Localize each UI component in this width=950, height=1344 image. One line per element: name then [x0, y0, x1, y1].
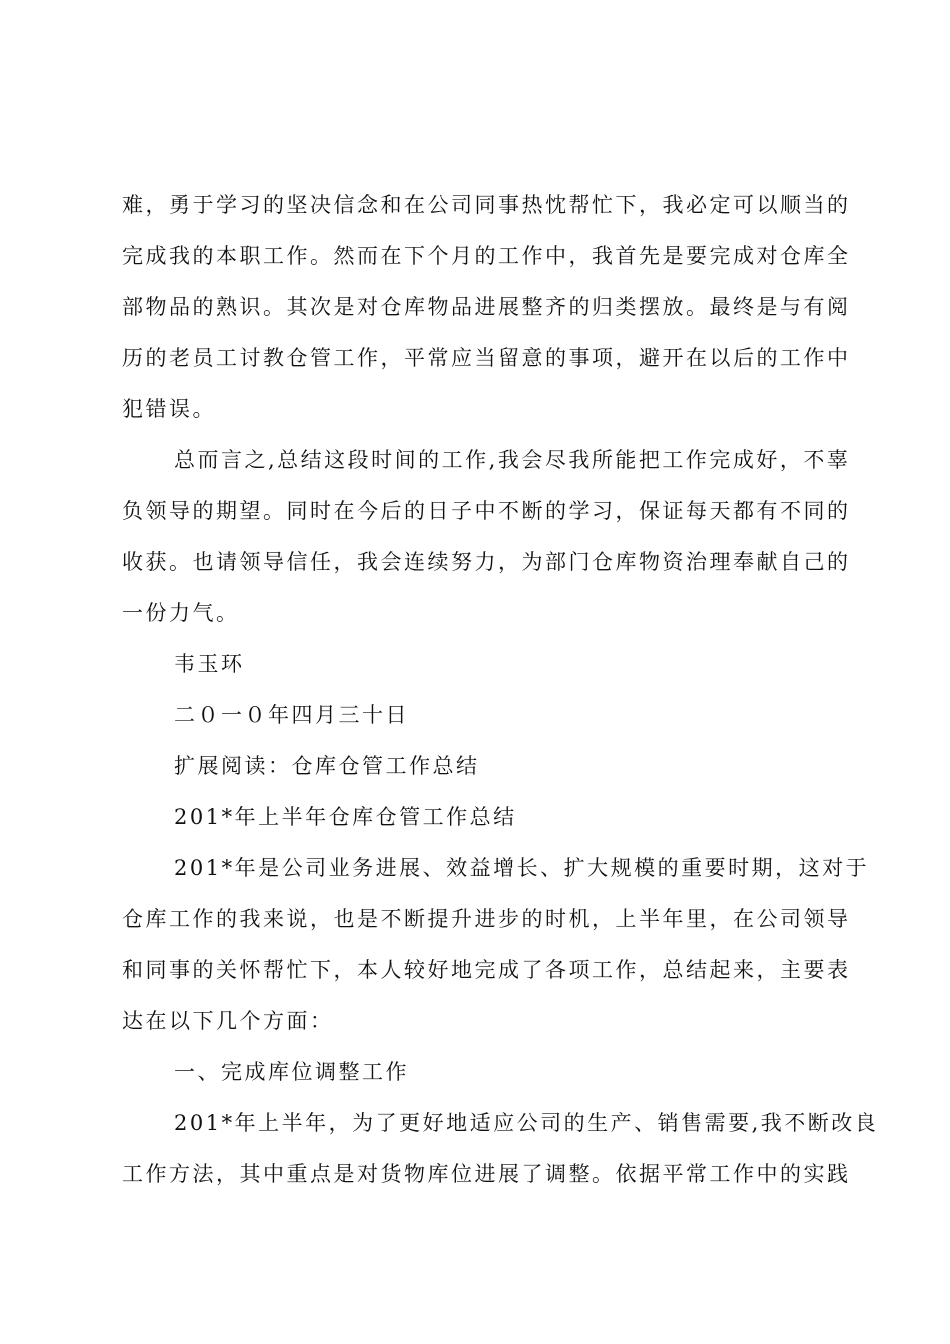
text-line-16: 和同事的关怀帮忙下，本人较好地完成了各项工作，总结起来，主要表	[122, 958, 851, 982]
text-line-9: 一份力气。	[122, 601, 240, 625]
text-line-3: 部物品的熟识。其次是对仓库物品进展整齐的归类摆放。最终是与有阅	[122, 295, 851, 319]
text-line-1: 难，勇于学习的坚决信念和在公司同事热忱帮忙下，我必定可以顺当的	[122, 193, 851, 217]
document-body	[122, 180, 879, 1200]
text-line-5: 犯错误。	[122, 397, 216, 421]
text-line-2: 完成我的本职工作。然而在下个月的工作中，我首先是要完成对仓库全	[122, 244, 851, 268]
subsection-heading: 一、完成库位调整工作	[174, 1060, 409, 1084]
text-line-7: 负领导的期望。同时在今后的日子中不断的学习，保证每天都有不同的	[122, 499, 851, 523]
text-line-8: 收获。也请领导信任，我会连续努力，为部门仓库物资治理奉献自己的	[122, 550, 851, 574]
text-line-19: 201*年上半年，为了更好地适应公司的生产、销售需要,我不断改良	[174, 1111, 879, 1135]
text-line-6: 总而言之,总结这段时间的工作,我会尽我所能把工作完成好，不辜	[174, 448, 851, 472]
section-title: 201*年上半年仓库仓管工作总结	[174, 805, 517, 829]
text-line-4: 历的老员工讨教仓管工作，平常应当留意的事项，避开在以后的工作中	[122, 346, 851, 370]
text-line-14: 201*年是公司业务进展、效益增长、扩大规模的重要时期，这对于	[174, 856, 870, 880]
signature-date: 二０一０年四月三十日	[174, 703, 409, 727]
signature-name: 韦玉环	[174, 652, 245, 676]
text-line-20: 工作方法，其中重点是对货物库位进展了调整。依据平常工作中的实践	[122, 1162, 851, 1186]
extended-reading-heading: 扩展阅读：仓库仓管工作总结	[174, 754, 480, 778]
text-line-17: 达在以下几个方面：	[122, 1009, 334, 1033]
text-line-15: 仓库工作的我来说，也是不断提升进步的时机，上半年里，在公司领导	[122, 907, 851, 931]
